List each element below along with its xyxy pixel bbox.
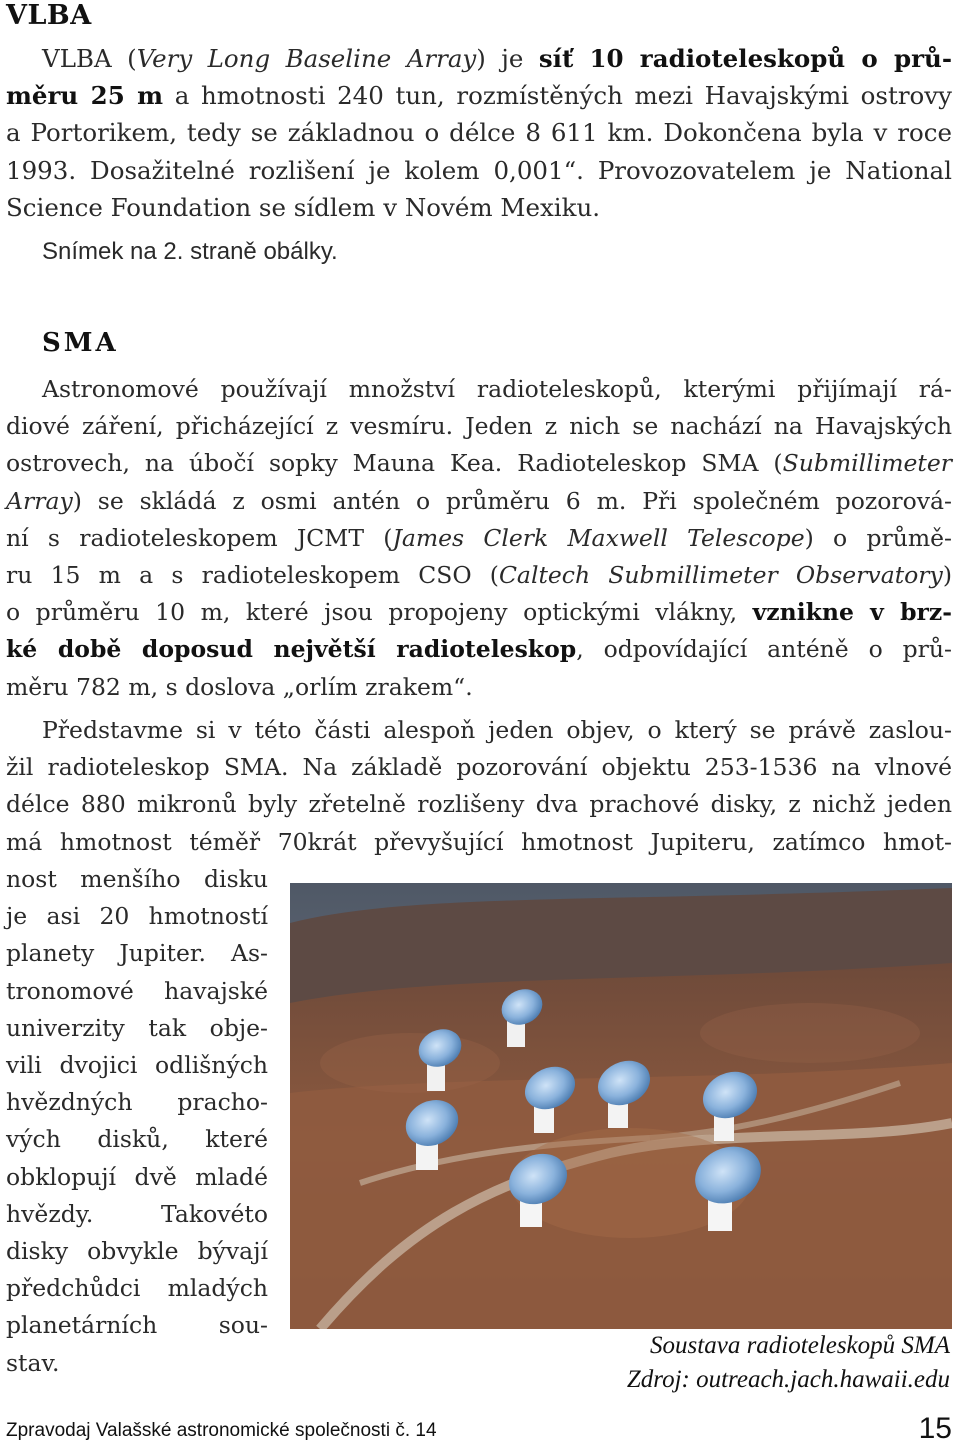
sma-text: vili dvojici odlišných — [6, 1051, 268, 1080]
sma-emphasis: vznikne v brz- — [752, 598, 952, 627]
sma-text: ) se skládá z osmi antén o průměru 6 m. Při společném pozorová- — [72, 486, 952, 515]
sma-text: ní s radioteleskopem JCMT ( — [6, 523, 393, 552]
sma-emphasis: ké době doposud největší radioteleskop — [6, 635, 577, 664]
vlba-text: Science Foundation se sídlem v Novém Mexiku. — [6, 192, 601, 222]
sma-text: délce 880 mikronů byly zřetelně rozlišeny dva prachové disky, z nichž jeden — [6, 790, 952, 819]
jcmt-name-italic: James Clerk Maxwell Telescope — [392, 523, 805, 552]
sma-text: univerzity tak obje- — [6, 1013, 268, 1042]
sma-text: hvězdy. Takovéto — [6, 1199, 268, 1228]
vlba-paragraph — [6, 40, 952, 226]
sma-text: planety Jupiter. As- — [6, 939, 268, 968]
vlba-emphasis: měru 25 m — [6, 81, 164, 111]
vlba-text: a Portorikem, tedy se základnou o délce 8 611 km. Dokončena byla v roce — [6, 118, 952, 148]
sma-text: ) — [942, 560, 952, 589]
sma-text: Představme si v této části alespoň jeden objev, o který se právě zaslou- — [42, 716, 952, 744]
vlba-text: 1993. Dosažitelné rozlišení je kolem 0,001“. Provozovatelem je National — [6, 155, 952, 185]
vlba-note: Snímek na 2. straně obálky. — [42, 238, 338, 265]
sma-text: nost menšího disku — [6, 865, 268, 893]
sma-text: , odpovídající anténě o prů- — [576, 635, 952, 664]
sma-text: ostrovech, na úbočí sopky Mauna Kea. Radioteleskop SMA ( — [6, 449, 783, 478]
cso-name-italic: Caltech Submillimeter Observatory — [498, 560, 943, 589]
sma-text: o průměru 10 m, které jsou propojeny optickými vlákny, — [6, 598, 753, 627]
vlba-text: VLBA ( — [42, 44, 137, 73]
sma-text: vých disků, které — [6, 1125, 268, 1154]
photo-caption-source: Zdroj: outreach.jach.hawaii.edu — [626, 1366, 950, 1393]
vlba-text: a hmotnosti 240 tun, rozmístěných mezi Havajskými ostrovy — [163, 81, 952, 111]
sma-paragraph-1 — [6, 371, 952, 706]
sma-text: hvězdných pracho- — [6, 1088, 268, 1117]
sma-antenna-array-photo — [290, 883, 952, 1329]
sma-text: Astronomové používají množství radioteleskopů, kterými přijímají rá- — [42, 375, 952, 403]
footer-publication: Zpravodaj Valašské astronomické společnosti č. 14 — [6, 1420, 437, 1441]
sma-text: tronomové havajské — [6, 976, 268, 1005]
sma-text: má hmotnost téměř 70krát převyšující hmotnost Jupiteru, zatímco hmot- — [6, 827, 952, 856]
vlba-name-italic: Very Long Baseline Array — [136, 44, 477, 73]
section-heading-vlba: VLBA — [6, 0, 92, 31]
sma-paragraph-2-wrapped — [6, 861, 268, 1382]
sma-text: obklopují dvě mladé — [6, 1162, 268, 1191]
photo-caption-title: Soustava radioteleskopů SMA — [650, 1332, 950, 1359]
sma-text: planetárních sou- — [6, 1311, 268, 1340]
sma-paragraph-2 — [6, 712, 952, 861]
sma-name-italic: Array — [6, 486, 73, 515]
sma-text: je asi 20 hmotností — [6, 902, 268, 931]
sma-text: předchůdci mladých — [6, 1274, 268, 1303]
sma-text: stav. — [6, 1348, 60, 1377]
page-number: 15 — [918, 1412, 952, 1445]
sma-text: ru 15 m a s radioteleskopem CSO ( — [6, 560, 499, 589]
section-heading-sma: SMA — [42, 328, 119, 358]
sma-text: diové záření, přicházející z vesmíru. Jeden z nich se nachází na Havajských — [6, 412, 952, 441]
sma-text: měru 782 m, s doslova „orlím zrakem“. — [6, 672, 473, 701]
sma-text: disky obvykle bývají — [6, 1237, 268, 1266]
sma-text: žil radioteleskop SMA. Na základě pozorování objektu 253-1536 na vlnové — [6, 753, 952, 782]
sma-text: ) o průmě- — [804, 523, 952, 552]
vlba-text: ) je — [476, 44, 539, 73]
vlba-emphasis: síť 10 radioteleskopů o prů- — [538, 44, 952, 73]
sma-name-italic: Submillimeter — [782, 449, 952, 478]
